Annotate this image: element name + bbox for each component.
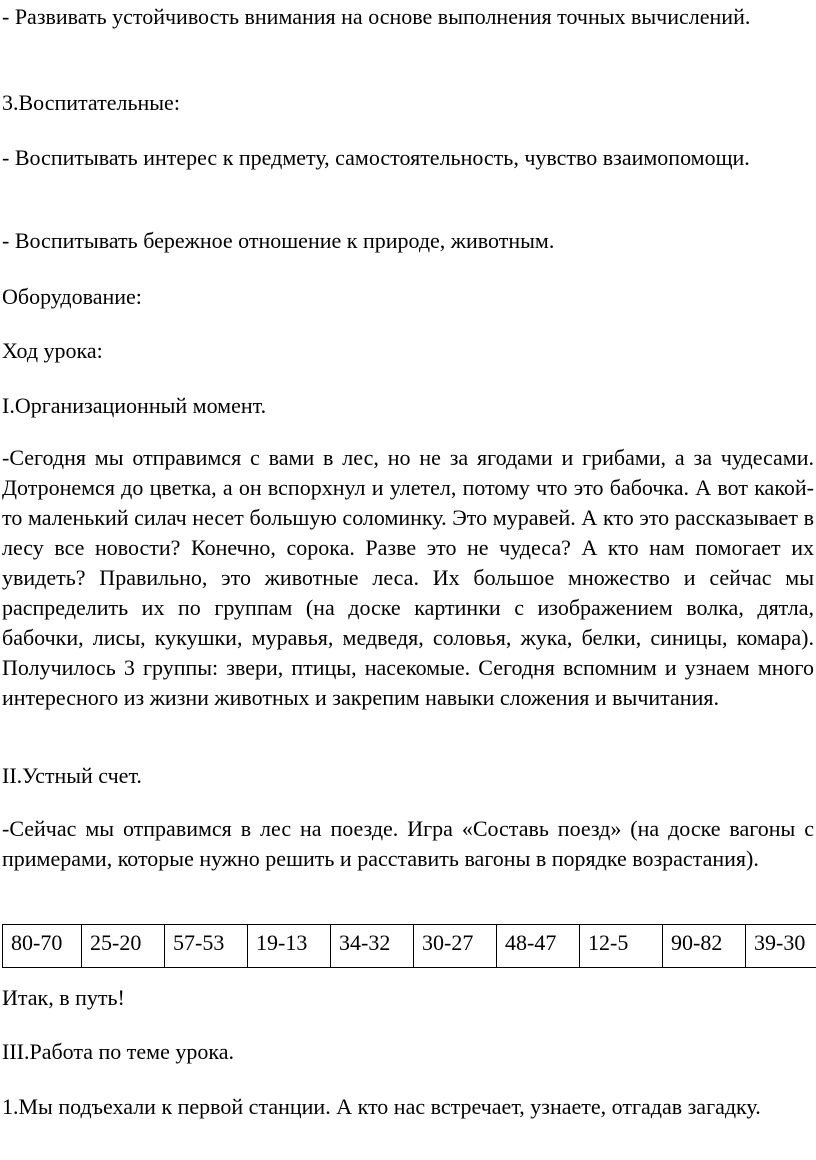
table-cell: 30-27 [414, 925, 497, 968]
goal-nature: - Воспитывать бережное отношение к природе, животным. [2, 228, 555, 253]
goal-interest: - Воспитывать интерес к предмету, самостоятельность, чувство взаимопомощи. [2, 145, 750, 170]
stage-1-text: -Сегодня мы отправимся с вами в лес, но не за ягодами и грибами, а за чудесами. Дотронемся до цветка, а он вспорхнул и улетел, потому что это бабочка. А вот какой-то маленький силач несет большую соломинку. Это муравей. А кто это рассказывает в лесу все новости? Конечно, сорока. Разве это не чудеса? А кто нам помогает их увидеть? Правильно, это животные леса. Их большое множество и сейчас мы распределить их по группам (на доске картинки с изображением волка, дятла, бабочки, лисы, кукушки, муравья, медведя, соловья, жука, белки, синицы, комара). Получилось 3 группы: звери, птицы, насекомые. Сегодня вспомним и узнаем много интересного из жизни животных и закрепим навыки сложения и вычитания. [2, 445, 814, 710]
table-cell: 80-70 [3, 925, 82, 968]
table-cell: 39-30 [746, 925, 816, 968]
table-row [3, 925, 816, 968]
table-cell: 48-47 [497, 925, 580, 968]
table-cell: 57-53 [165, 925, 248, 968]
table-cell: 12-5 [580, 925, 663, 968]
stage-2-text: -Сейчас мы отправимся в лес на поезде. Игра «Составь поезд» (на доске вагоны с примерами, которые нужно решить и расставить вагоны в порядке возрастания). [2, 816, 814, 871]
train-cars-table [2, 924, 816, 968]
table-cell: 25-20 [82, 925, 165, 968]
stage-3-text: 1.Мы подъехали к первой станции. А кто нас встречает, узнаете, отгадав загадку. [2, 1094, 761, 1119]
section-upbringing-heading: 3.Воспитательные: [2, 90, 180, 115]
table-cell: 90-82 [663, 925, 746, 968]
table-cell: 19-13 [248, 925, 331, 968]
stage-3-heading: III.Работа по теме урока. [2, 1039, 234, 1064]
lesson-flow-heading: Ход урока: [2, 338, 103, 363]
lets-go-text: Итак, в путь! [2, 985, 125, 1010]
stage-2-heading: II.Устный счет. [2, 763, 142, 788]
goal-attention: - Развивать устойчивость внимания на основе выполнения точных вычислений. [2, 4, 751, 29]
stage-1-heading: I.Организационный момент. [2, 393, 267, 418]
equipment-label: Оборудование: [2, 284, 142, 309]
table-cell: 34-32 [331, 925, 414, 968]
